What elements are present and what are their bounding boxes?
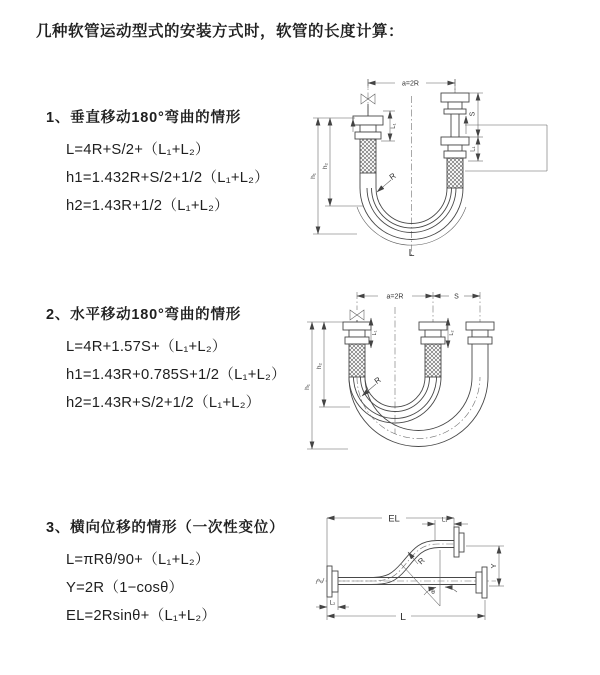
centerlines [357,292,480,434]
label-r: R [416,555,427,567]
break-symbol [316,578,324,584]
section-1-heading: 1、垂直移动180°弯曲的情形 [46,110,242,126]
angle-theta [401,550,457,606]
left-flange [327,566,338,597]
dimension-l2 [448,318,455,348]
section-2 [46,303,286,417]
dimension-l1-left [381,111,397,141]
section-3 [46,516,284,630]
dimension-l [327,597,485,623]
dim-label-h2: h₂ [322,162,329,170]
dimension-s-right [464,93,547,171]
middle-fitting [419,322,447,377]
moved-fitting [466,322,494,377]
section-3-heading: 3、横向位移的情形（一次性变位） [46,520,285,536]
dim-label-h1: h₁ [310,173,317,179]
left-fitting [353,116,383,188]
radius-label [377,171,398,192]
label-l: L [408,247,415,259]
dim-label-l2: L₂ [449,330,455,336]
diagram-vertical-180-bend [305,66,595,266]
diagram-lateral-displacement [300,494,600,664]
formula-s2-h1: h1=1.43R+0.785S+1/2（L₁+L₂） [66,367,286,383]
diagram-horizontal-180-bend [302,282,597,472]
dim-label-l1: L₁ [372,330,378,336]
left-fitting [343,322,371,377]
dim-label-l2: L₂ [329,600,336,607]
braid-section [360,139,376,173]
braid-section [349,344,365,377]
dim-label-s: S [454,293,459,301]
dimension-l1 [371,318,378,348]
formula-s3-y: Y=2R（1−cosθ） [66,580,184,596]
page-title: 几种软管运动型式的安装方式时，软管的长度计算： [36,23,405,40]
dim-label-l1-right: L₁ [470,146,477,152]
formula-s2-h2: h2=1.43R+S/2+1/2（L₁+L₂） [66,395,261,411]
valve-icon [350,310,364,322]
dim-label-a2r: a=2R [386,293,404,301]
section-2-heading: 2、水平移动180°弯曲的情形 [46,307,242,323]
dimension-a2r [368,79,455,93]
upper-right-flange [454,527,464,557]
dimension-h1-h2 [304,322,350,449]
formula-s3-el: EL=2Rsinθ+（L₁+L₂） [66,608,217,624]
dim-label-s: S [469,111,477,117]
label-r: R [387,171,398,182]
dim-label-l1-left: L₁ [391,123,397,129]
dim-label-l: L [400,611,406,623]
label-r: R [372,375,383,386]
braid-section [447,158,463,188]
lower-right-flange [476,567,487,598]
dim-label-y: Y [489,563,498,569]
formula-s1-l: L=4R+S/2+（L₁+L₂） [66,142,210,158]
dim-label-l1: L₁ [441,517,448,524]
dimension-a2r-s [357,294,480,301]
formula-s1-h1: h1=1.432R+S/2+1/2（L₁+L₂） [66,170,270,186]
formula-s2-l: L=4R+1.57S+（L₁+L₂） [66,339,227,355]
right-fitting-assembly [441,93,469,188]
label-theta: θ [431,589,435,596]
section-1 [46,106,269,220]
braid-section [425,344,441,377]
dim-label-a2r: a=2R [402,80,419,88]
dim-label-h1: h₁ [304,384,311,390]
formula-s1-h2: h2=1.43R+1/2（L₁+L₂） [66,198,230,214]
dim-label-el: EL [388,513,400,525]
dim-label-h2: h₂ [316,362,323,370]
formula-s3-l: L=πRθ/90+（L₁+L₂） [66,552,210,568]
